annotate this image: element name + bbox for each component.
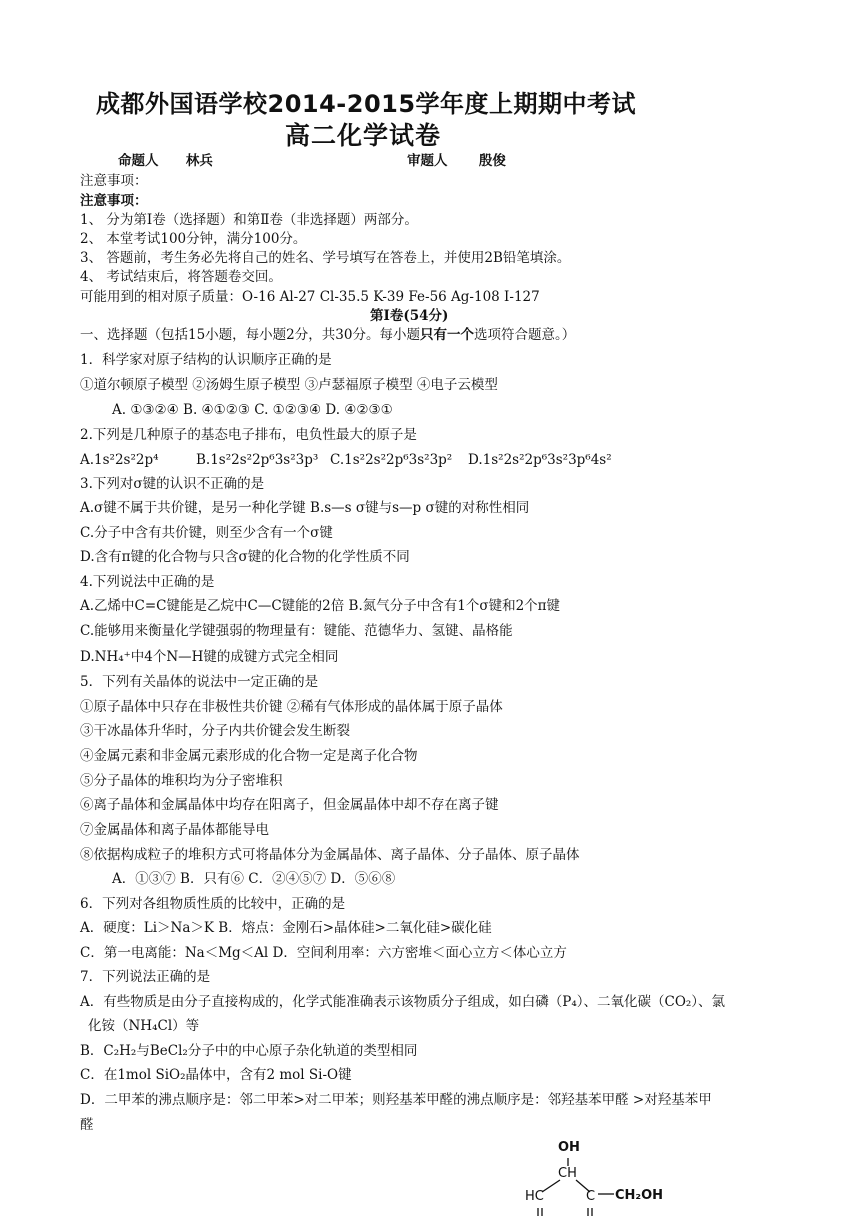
q6-options-cd: C．第一电离能：Na＜Mg＜Al D．空间利用率：六方密堆＜面心立方＜体心立方 (80, 945, 567, 961)
q2-option-d: D.1s²2s²2p⁶3s²3p⁶4s² (468, 452, 612, 468)
q3-option-c: C.分子中含有共价键，则至少含有一个σ键 (80, 525, 333, 541)
instruction-text-end: 选项符合题意。） (473, 327, 576, 343)
author-name: 林兵 (185, 153, 213, 169)
note-item: 1、 分为第Ⅰ卷（选择题）和第Ⅱ卷（非选择题）两部分。 (80, 212, 418, 228)
q6-options-ab: A．硬度：Li＞Na＞K B．熔点：金刚石>晶体硅>二氧化硅>碳化硅 (80, 920, 492, 936)
q2-option-b: B.1s²2s²2p⁶3s²3p³ (196, 452, 319, 468)
author-line (118, 152, 213, 170)
q7-option-a-line2: 化铵（NH₄Cl）等 (88, 1018, 200, 1034)
q5-stem: 5．下列有关晶体的说法中一定正确的是 (80, 674, 319, 690)
reviewer-name: 殷俊 (478, 153, 506, 169)
q1-stem: 1．科学家对原子结构的认识顺序正确的是 (80, 352, 332, 368)
note-item: 3、 答题前，考生务必先将自己的姓名、学号填写在答卷上，并使用2B铅笔填涂。 (80, 250, 571, 266)
q5-options: A．①③⑦ B．只有⑥ C．②④⑤⑦ D．⑤⑥⑧ (112, 871, 396, 887)
q7-option-b: B．C₂H₂与BeCl₂分子中的中心原子杂化轨道的类型相同 (80, 1043, 418, 1059)
q6-stem: 6．下列对各组物质性质的比较中，正确的是 (80, 896, 346, 912)
q7-option-d-line2: 醛 (80, 1117, 94, 1133)
chemical-structure (520, 1136, 680, 1216)
q5-item: ④金属元素和非金属元素形成的化合物一定是离子化合物 (80, 748, 418, 764)
q7-stem: 7．下列说法正确的是 (80, 969, 211, 985)
q2-stem: 2.下列是几种原子的基态电子排布，电负性最大的原子是 (80, 427, 417, 443)
section-title: 第Ⅰ卷(54分) (370, 308, 449, 324)
structure-c: C (586, 1189, 596, 1204)
structure-ch: CH (558, 1166, 577, 1181)
q4-option-c: C.能够用来衡量化学键强弱的物理量有：键能、范德华力、氢键、晶格能 (80, 623, 513, 639)
structure-bonds (520, 1136, 680, 1216)
note-item: 2、 本堂考试100分钟，满分100分。 (80, 231, 307, 247)
structure-ch2oh: CH₂OH (615, 1188, 664, 1203)
q4-stem: 4.下列说法中正确的是 (80, 574, 215, 590)
instruction-text: 一、选择题（包括15小题，每小题2分，共30分。每小题 (80, 327, 420, 343)
q1-options: A. ①③②④ B. ④①②③ C. ①②③④ D. ④②③① (112, 402, 393, 418)
section-instruction (80, 326, 575, 344)
q5-item: ⑤分子晶体的堆积均为分子密堆积 (80, 773, 283, 789)
structure-oh: OH (558, 1140, 580, 1155)
note-item: 4、 考试结束后，将答题卷交回。 (80, 269, 282, 285)
reviewer-line (407, 152, 506, 170)
instruction-emphasis: 只有一个 (419, 327, 474, 343)
q3-stem: 3.下列对σ键的认识不正确的是 (80, 476, 265, 492)
q5-item: ⑦金属晶体和离子晶体都能导电 (80, 822, 269, 838)
q1-items: ①道尔顿原子模型 ②汤姆生原子模型 ③卢瑟福原子模型 ④电子云模型 (80, 377, 498, 393)
reviewer-label: 审题人 (407, 153, 448, 169)
atomic-mass-line: 可能用到的相对原子质量：O-16 Al-27 Cl-35.5 K-39 Fe-56 Ag-108 I-127 (80, 289, 540, 305)
q5-item: ①原子晶体中只存在非极性共价键 ②稀有气体形成的晶体属于原子晶体 (80, 699, 503, 715)
q5-item: ③干冰晶体升华时，分子内共价键会发生断裂 (80, 723, 350, 739)
q4-options-ab: A.乙烯中C=C键能是乙烷中C—C键能的2倍 B.氮气分子中含有1个σ键和2个π键 (80, 598, 561, 614)
q4-option-d: D.NH₄⁺中4个N—H键的成键方式完全相同 (80, 649, 339, 665)
q5-item: ⑥离子晶体和金属晶体中均存在阳离子，但金属晶体中却不存在离子键 (80, 797, 499, 813)
exam-title: 成都外国语学校2014-2015学年度上期期中考试 (96, 90, 637, 118)
notes-heading: 注意事项： (80, 193, 148, 209)
q2-option-a: A.1s²2s²2p⁴ (80, 452, 159, 468)
q7-option-d-line1: D．二甲苯的沸点顺序是：邻二甲苯>对二甲苯；则羟基苯甲醛的沸点顺序是：邻羟基苯甲醛 >对羟基苯甲 (80, 1092, 712, 1108)
q7-option-a-line1: A．有些物质是由分子直接构成的，化学式能准确表示该物质分子组成，如白磷（P₄）、二氧化碳（CO₂）、氯 (80, 994, 726, 1010)
q5-item: ⑧依据构成粒子的堆积方式可将晶体分为金属晶体、离子晶体、分子晶体、原子晶体 (80, 847, 580, 863)
exam-subtitle: 高二化学试卷 (285, 121, 442, 150)
q3-options-ab: A.σ键不属于共价键，是另一种化学键 B.s—s σ键与s—p σ键的对称性相同 (80, 500, 530, 516)
author-label: 命题人 (118, 153, 159, 169)
q2-option-c: C.1s²2s²2p⁶3s²3p² (330, 452, 453, 468)
q3-option-d: D.含有π键的化合物与只含σ键的化合物的化学性质不同 (80, 549, 410, 565)
notes-label: 注意事项： (80, 173, 148, 189)
structure-hc: HC (525, 1189, 544, 1204)
q7-option-c: C．在1mol SiO₂晶体中，含有2 mol Si-O键 (80, 1067, 352, 1083)
